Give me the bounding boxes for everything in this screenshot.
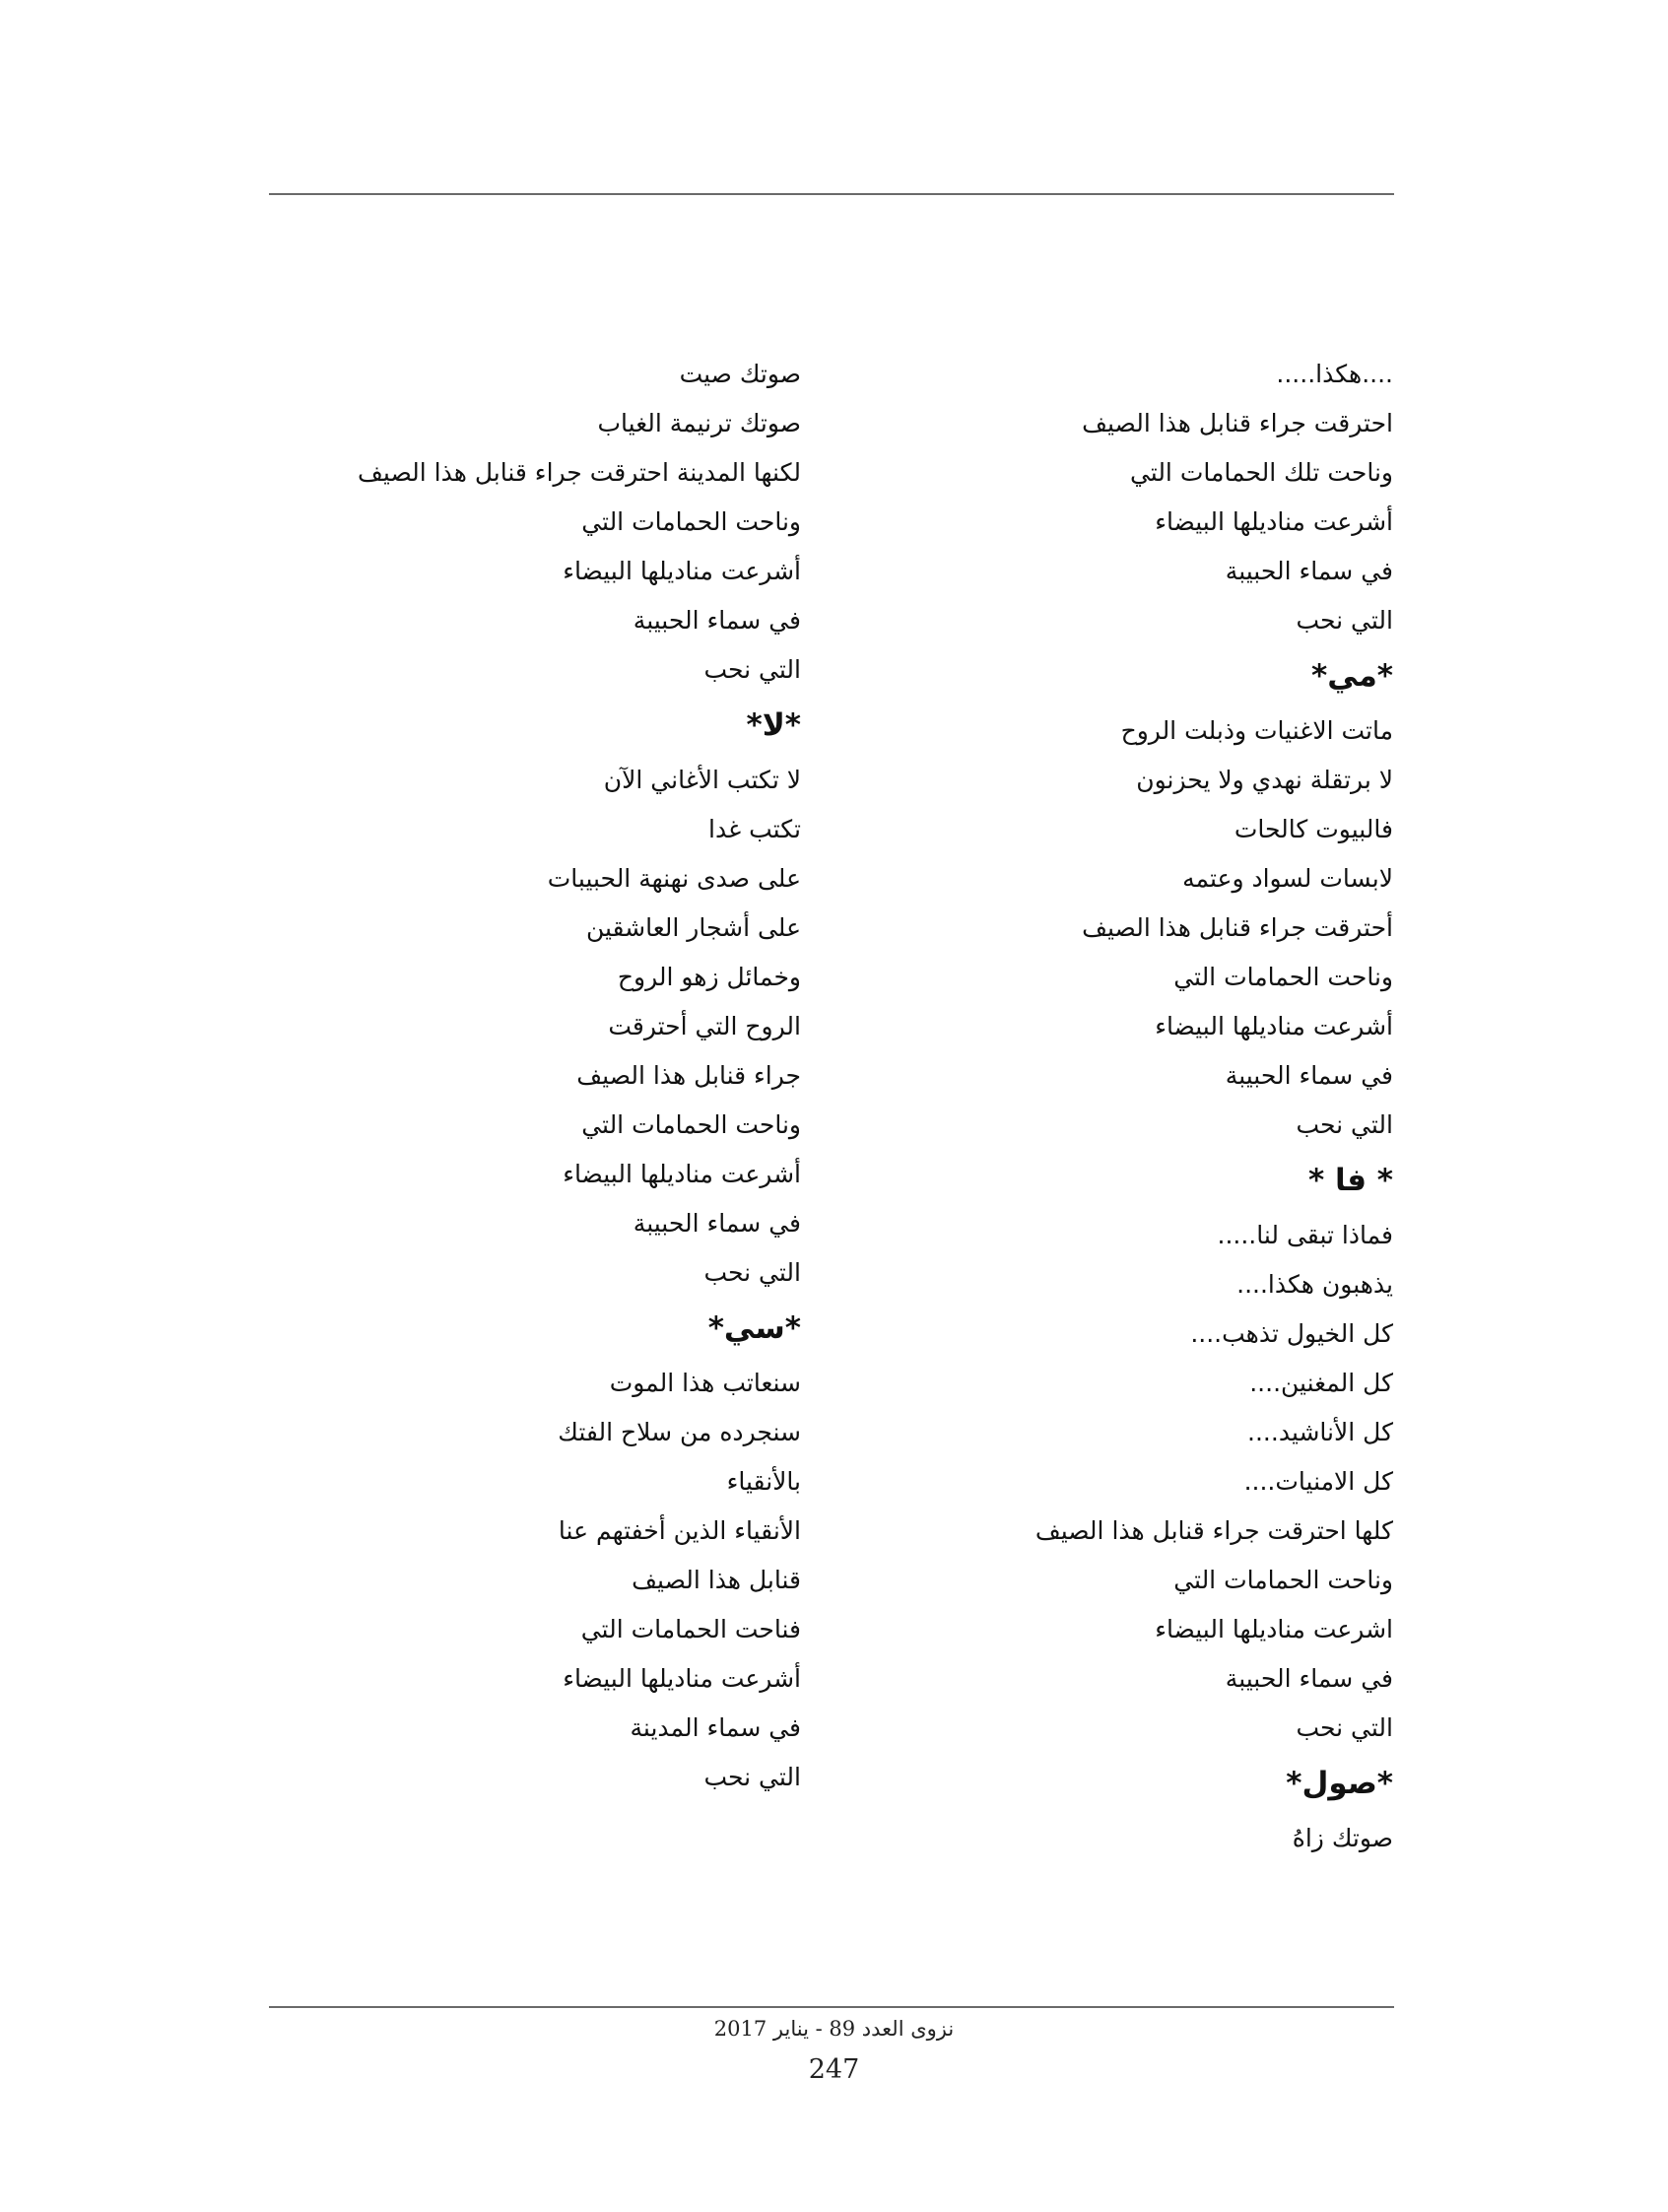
poem-line: أحترقت جراء قنابل هذا الصيف [1082,913,1393,942]
poem-line: وناحت الحمامات التي [1173,1566,1393,1594]
poem-line: لا برتقلة نهدي ولا يحزنون [1136,766,1393,794]
poem-line: التي نحب [703,655,801,684]
poem-line: الروح التي أحترقت [608,1012,801,1040]
poem-line: التي نحب [1296,1110,1393,1139]
poem-line: التي نحب [703,1258,801,1287]
poem-line: أشرعت مناديلها البيضاء [1155,507,1393,536]
poem-line: وناحت الحمامات التي [581,1110,801,1139]
poem-line: احترقت جراء قنابل هذا الصيف [1082,409,1393,437]
poem-line: تكتب غدا [708,815,801,843]
poem-line: في سماء المدينة [630,1713,801,1742]
poem-line: في سماء الحبيبة [1225,1061,1393,1090]
section-heading: *مي* [1311,658,1393,694]
poem-line: صوتك ترنيمة الغياب [597,409,801,437]
poem-line: وناحت الحمامات التي [1173,963,1393,991]
poem-line: يذهبون هكذا.... [1236,1270,1393,1299]
poem-column-right [841,350,1393,1863]
poem-line: قنابل هذا الصيف [632,1566,801,1594]
poem-line: الأنقياء الذين أخفتهم عنا [558,1516,801,1545]
poem-line: أشرعت مناديلها البيضاء [563,1160,801,1188]
section-heading: *سي* [707,1310,801,1346]
poem-line: أشرعت مناديلها البيضاء [1155,1012,1393,1040]
poem-line: اشرعت مناديلها البيضاء [1155,1615,1393,1643]
poem-line: وناحت الحمامات التي [581,507,801,536]
poem-line: لابسات لسواد وعتمه [1182,864,1393,893]
poem-line: في سماء الحبيبة [633,606,801,635]
poem-line: لكنها المدينة احترقت جراء قنابل هذا الصيف [358,458,801,487]
poem-column-left [210,350,801,1802]
poem-line: في سماء الحبيبة [633,1209,801,1238]
poem-line: على أشجار العاشقين [585,913,801,942]
poem-line: كل الأناشيد.... [1247,1418,1393,1446]
poem-line: ....هكذا..... [1276,360,1393,388]
poem-line: فماذا تبقى لنا..... [1217,1221,1393,1249]
poem-line: سنعاتب هذا الموت [609,1369,801,1397]
poem-line: في سماء الحبيبة [1225,557,1393,585]
footer-issue-label: نزوى العدد 89 - يناير 2017 [713,2017,955,2041]
poem-line: وخمائل زهو الروح [617,963,801,991]
poem-line: التي نحب [703,1763,801,1791]
poem-line: وناحت تلك الحمامات التي [1129,458,1393,487]
poem-line: سنجرده من سلاح الفتك [558,1418,801,1446]
poem-line: التي نحب [1296,606,1393,635]
poem-line: بالأنقياء [726,1467,801,1496]
poem-line: في سماء الحبيبة [1225,1664,1393,1693]
poem-line: أشرعت مناديلها البيضاء [563,557,801,585]
poem-line: صوتك زاهُ [1292,1824,1393,1852]
page-number: 247 [808,2054,860,2085]
poem-line: كل المغنين.... [1249,1369,1393,1397]
poem-line: كل الخيول تذهب.... [1190,1319,1393,1348]
header-rule [269,193,1394,195]
poem-line: التي نحب [1296,1713,1393,1742]
poem-line: ماتت الاغنيات وذبلت الروح [1120,716,1393,745]
poem-line: على صدى نهنهة الحبيبات [547,864,801,893]
poem-line: صوتك صيت [679,360,801,388]
poem-line: كل الامنيات.... [1243,1467,1393,1496]
poem-line: فالبيوت كالحات [1234,815,1393,843]
poem-line: كلها احترقت جراء قنابل هذا الصيف [1034,1516,1393,1545]
poem-line: لا تكتب الأغاني الآن [603,766,801,794]
poem-line: أشرعت مناديلها البيضاء [563,1664,801,1693]
poem-line: جراء قنابل هذا الصيف [576,1061,801,1090]
poem-line: فناحت الحمامات التي [580,1615,801,1643]
section-heading: * فا * [1308,1163,1393,1198]
footer-rule [269,2006,1394,2008]
section-heading: *لا* [746,707,801,743]
section-heading: *صول* [1286,1766,1393,1801]
